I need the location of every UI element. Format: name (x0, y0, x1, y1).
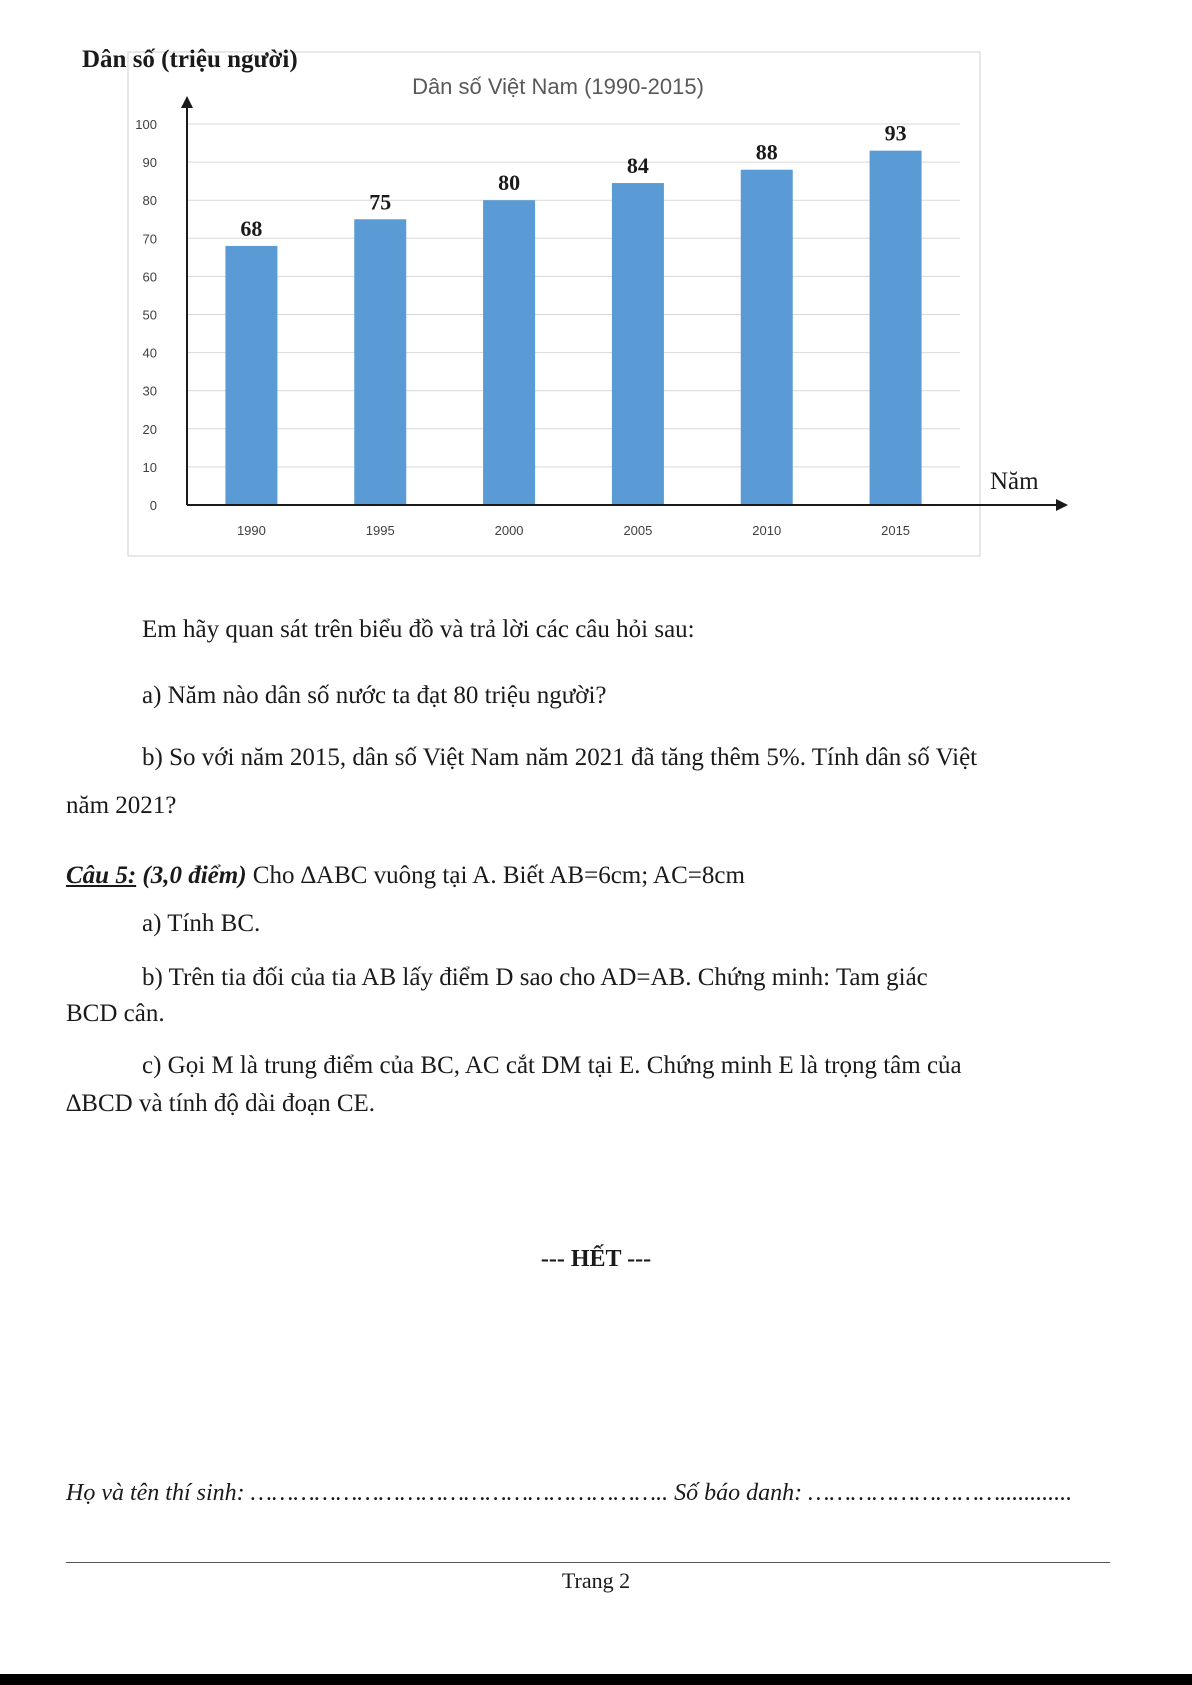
y-tick-label: 70 (142, 231, 157, 247)
y-axis-title: Dân số (triệu người) (82, 46, 298, 73)
y-tick-label: 80 (142, 193, 157, 209)
data-label: 75 (369, 189, 392, 215)
x-tick-label: 2005 (623, 523, 653, 538)
cau5-b-line1: b) Trên tia đối của tia AB lấy điểm D sao cho AD=AB. Chứng minh: Tam giác (142, 964, 928, 991)
data-label: 93 (884, 120, 907, 146)
footer-candidate-info (66, 1480, 1072, 1507)
x-tick-label: 2015 (881, 523, 911, 538)
cau5-label: Câu 5: (66, 862, 137, 889)
x-tick-label: 1990 (236, 523, 266, 538)
y-axis-arrow (181, 96, 193, 108)
cau5-c-line1: c) Gọi M là trung điểm của BC, AC cắt DM tại E. Chứng minh E là trọng tâm của (142, 1052, 962, 1079)
bar-2010 (741, 170, 793, 505)
y-tick-label: 20 (142, 421, 157, 437)
chart-title: Dân số Việt Nam (1990-2015) (412, 74, 704, 99)
bar-1990 (225, 246, 277, 505)
y-tick-label: 50 (142, 307, 157, 323)
y-tick-label: 60 (142, 269, 157, 285)
end-mark: --- HẾT --- (540, 1246, 652, 1272)
y-tick-label: 90 (142, 155, 157, 171)
data-label: 68 (240, 215, 263, 241)
chart-svg (60, 38, 1070, 568)
population-chart (60, 38, 1070, 568)
candidate-name-label: Họ và tên thí sinh: ………………………………………………….. (66, 1480, 675, 1506)
question-b-line2: năm 2021? (66, 792, 177, 819)
cau5-heading (66, 860, 745, 892)
bar-2005 (612, 183, 664, 505)
footer-divider (66, 1562, 1110, 1563)
bar-1995 (354, 219, 406, 505)
cau5-c-line2: ∆BCD và tính độ dài đoạn CE. (66, 1090, 376, 1117)
questions-intro: Em hãy quan sát trên biểu đồ và trả lời các câu hỏi sau: (142, 616, 695, 643)
page-number: Trang 2 (561, 1568, 631, 1593)
bar-2000 (483, 200, 535, 505)
data-label: 84 (626, 153, 649, 179)
data-label: 88 (755, 139, 778, 165)
x-tick-label: 1995 (365, 523, 395, 538)
data-label: 80 (498, 170, 521, 196)
x-tick-label: 2010 (752, 523, 782, 538)
bottom-border (0, 1674, 1192, 1685)
question-b-line1: b) So với năm 2015, dân số Việt Nam năm 2021 đã tăng thêm 5%. Tính dân số Việt (142, 744, 978, 771)
y-tick-label: 10 (142, 459, 157, 475)
y-tick-label: 0 (149, 498, 157, 513)
question-a: a) Năm nào dân số nước ta đạt 80 triệu người? (142, 682, 607, 709)
bar-2015 (870, 151, 922, 505)
cau5-a: a) Tính BC. (142, 910, 261, 937)
y-tick-label: 100 (135, 117, 157, 132)
y-tick-label: 30 (142, 383, 157, 399)
x-axis-arrow (1056, 499, 1068, 511)
cau5-b-line2: BCD cân. (66, 1000, 165, 1027)
y-tick-label: 40 (142, 345, 157, 361)
candidate-id-label: Số báo danh: ………………………............ (674, 1480, 1073, 1506)
cau5-points: (3,0 điểm) (142, 862, 247, 889)
cau5-stem: Cho ∆ABC vuông tại A. Biết AB=6cm; AC=8cm (252, 862, 745, 889)
x-axis-title: Năm (990, 468, 1039, 495)
x-tick-label: 2000 (494, 523, 524, 538)
